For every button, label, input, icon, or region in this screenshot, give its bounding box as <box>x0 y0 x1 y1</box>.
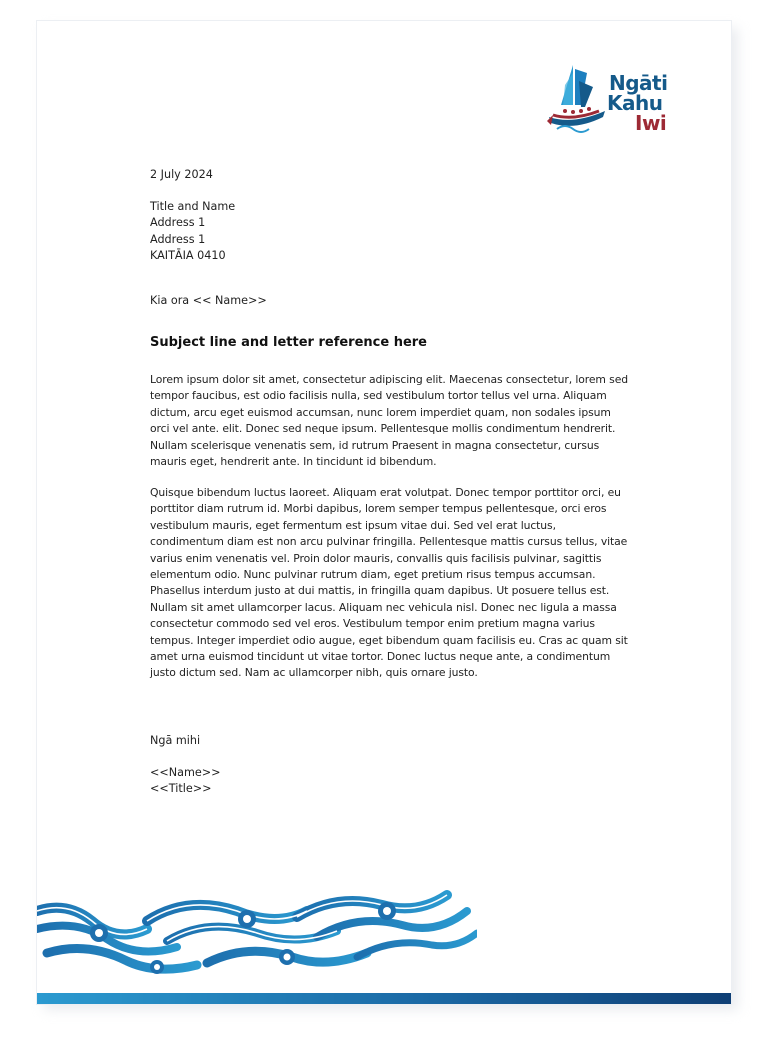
letter-date: 2 July 2024 <box>150 168 213 181</box>
body-paragraph: Quisque bibendum luctus laoreet. Aliquam erat volutpat. Donec tempor porttitor orci, eu porttitor diam rutrum id. Morbi dapibus, lorem semper tempus pellentesque, orci eros vestibulum mauris, eget fermentum est ipsum vitae dui. Sed vel erat luctus, condimentum diam est non arcu pulvinar fringilla. Pellentesque mattis cursus tellus, vitae varius enim venenatis vel. Proin dolor mauris, convallis quis facilisis pulvinar, sagittis elementum odio. Nunc pulvinar rutrum diam, eget pretium risus tempus accumsan. Phasellus interdum justo at dui mattis, in fringilla quam dapibus. Ut posuere tellus est. Nullam sit amet ullamcorper lacus. Aliquam nec vehicula nisl. Donec nec ligula a massa consectetur commodo sed vel eros. Vestibulum tempor enim pretium magna varius tempus. Integer imperdiet odio augue, eget bibendum quam facilisis eu. Cras ac quam sit amet urna euismod tincidunt ut vitae tortor. Donec luctus neque ante, a condimentum justo dictum sed. Nam ac ullamcorper nibh, quis ornare justo. <box>150 486 628 680</box>
address-line: KAITĀIA 0410 <box>150 249 226 263</box>
waka-sail-icon <box>543 61 609 141</box>
logo-line-kahu: Kahu <box>607 91 663 115</box>
logo-line-ngati: Ngāti <box>609 71 668 95</box>
signature-title: <<Title>> <box>150 782 212 796</box>
address-line: Address 1 <box>150 232 206 246</box>
ngati-kahu-iwi-logo <box>543 61 693 141</box>
logo-line-iwi: Iwi <box>635 111 667 135</box>
address-line: Address 1 <box>150 216 206 230</box>
recipient-address <box>150 199 235 265</box>
body-paragraph: Lorem ipsum dolor sit amet, consectetur adipiscing elit. Maecenas consectetur, lorem sed tempor faucibus, est odio facilisis nulla, sed vestibulum tortor tellus vel urna. Aliquam dictum, arcu eget euismod accumsan, nunc lorem imperdiet quam, non sodales ipsum orci vel ante. elit. Donec sed neque ipsum. Pellentesque mollis condimentum hendrerit. Nullam scelerisque venenatis sem, id rutrum Praesent in magna consectetur, cursus mauris eget, hendrerit ante. In tincidunt id bibendum. <box>150 373 628 469</box>
address-line: Title and Name <box>150 200 236 213</box>
signature-name: <<Name>> <box>150 766 221 779</box>
letterhead-page <box>37 21 731 1004</box>
logo-wordmark <box>609 73 667 133</box>
greeting: Kia ora << Name>> <box>150 294 267 307</box>
footer-bar <box>37 993 731 1004</box>
signature-block <box>150 765 221 798</box>
koru-wave-pattern-icon <box>37 881 477 981</box>
closing: Ngā mihi <box>150 734 201 747</box>
subject-line: Subject line and letter reference here <box>150 335 427 350</box>
